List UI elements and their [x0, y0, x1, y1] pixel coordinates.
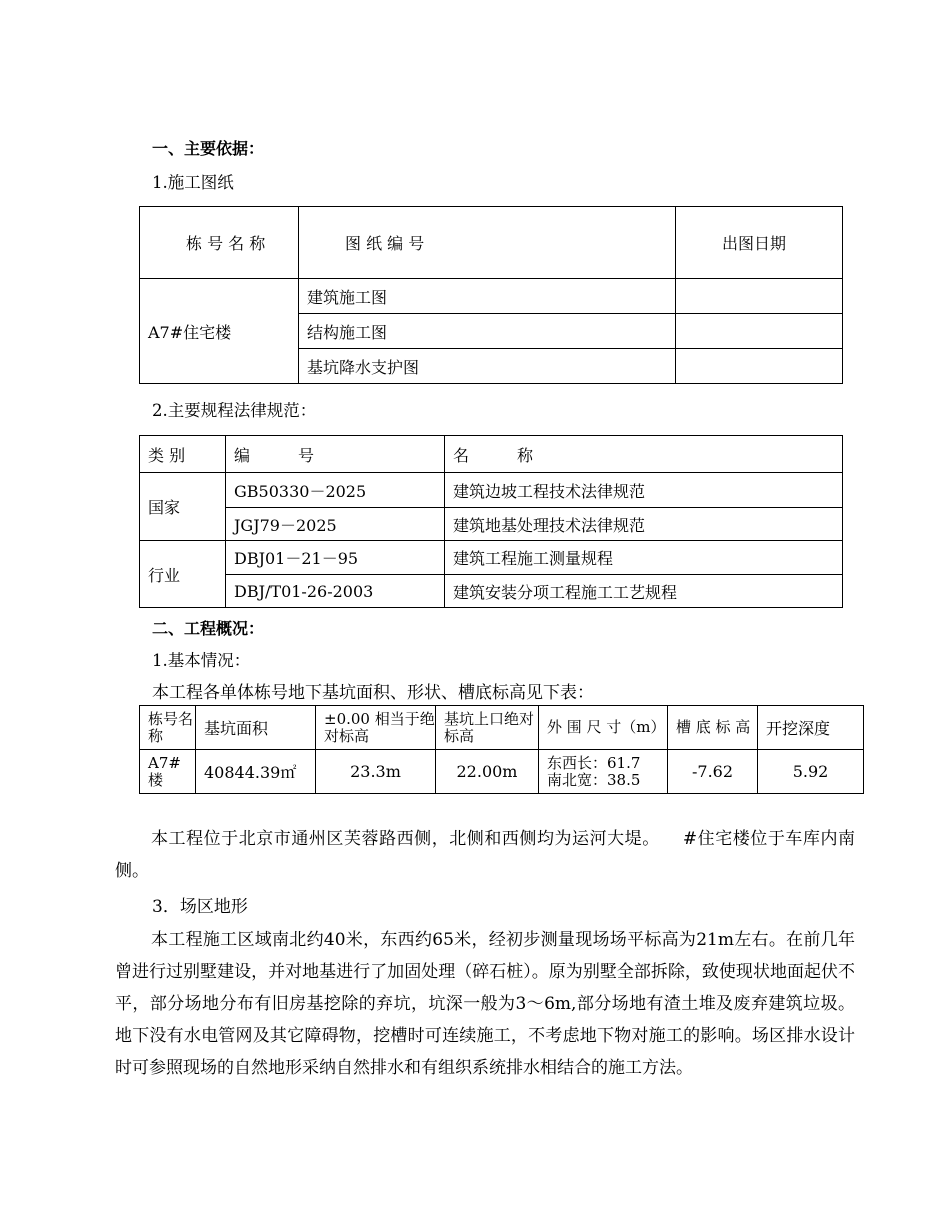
terrain-paragraph: 本工程施工区域南北约40米，东西约65米，经初步测量现场场平标高为21m左右。在前几年曾进行过别墅建设，并对地基进行了加固处理（碎石桩）。原为别墅全部拆除，致使现状地面起伏不平，部分场地分布有旧房基挖除的弃坑，坑深一般为3～6m,部分场地有渣土堆及废弃建筑垃圾。地下没有水电管网及其它障碍物，挖槽时可连续施工，不考虑地下物对施工的影响。场区排水设计时可参照现场的自然地形采纳自然排水和有组织系统排水相结合的施工方法。: [115, 930, 855, 1078]
name-cell: 建筑边坡工程技术法律规范: [445, 473, 843, 508]
code-cell: DBJ01－21－95: [226, 541, 445, 575]
drawings-subheading: 1.施工图纸: [152, 173, 234, 192]
date-cell: [676, 279, 843, 314]
intro-text: 本工程各单体栋号地下基坑面积、形状、槽底标高见下表：: [152, 683, 594, 703]
name-cell: 建筑工程施工测量规程: [445, 541, 843, 575]
header-date: 出图日期: [676, 207, 843, 279]
table-header-row: [140, 436, 843, 473]
header-top-abs: 基坑上口绝对标高: [436, 706, 539, 750]
pit-table: [139, 705, 864, 794]
east-west-length: 东西长：61.7: [547, 753, 641, 772]
north-south-width: 南北宽：38.5: [547, 770, 641, 789]
table-header-row: [140, 207, 843, 279]
header-depth: 开挖深度: [758, 706, 864, 750]
terrain-subheading: 3．场区地形: [152, 897, 248, 917]
hidden-building-label: A7: [659, 829, 683, 849]
header-dimensions: 外 围 尺 寸（m）: [539, 706, 668, 750]
table-row: [140, 473, 843, 508]
table-row: [140, 541, 843, 575]
header-building: 栋号名称: [140, 706, 196, 750]
building-cell: A7#楼: [140, 750, 196, 794]
codes-subheading: 2.主要规程法律规范：: [152, 401, 317, 420]
drawing-cell: 建筑施工图: [299, 279, 676, 314]
building-name-cell: A7#住宅楼: [140, 279, 299, 384]
name-cell: 建筑地基处理技术法律规范: [445, 508, 843, 541]
section2-heading: 二、工程概况：: [152, 619, 265, 638]
header-bottom: 槽 底 标 高: [668, 706, 758, 750]
header-building: 栋 号 名 称: [140, 207, 299, 279]
category-cell: 国家: [140, 473, 226, 541]
header-zero-abs: ±0.00 相当于绝对标高: [316, 706, 436, 750]
header-code: 编 号: [226, 436, 445, 473]
table-row: [140, 575, 843, 608]
header-name: 名 称: [445, 436, 843, 473]
drawing-cell: 基坑降水支护图: [299, 349, 676, 384]
code-cell: DBJ/T01-26-2003: [226, 575, 445, 608]
top-abs-cell: 22.00m: [436, 750, 539, 794]
table-header-row: [140, 706, 864, 750]
table-row: [140, 750, 864, 794]
basic-subheading: 1.基本情况：: [152, 651, 251, 670]
zero-abs-cell: 23.3m: [316, 750, 436, 794]
table-row: [140, 279, 843, 314]
date-cell: [676, 349, 843, 384]
dimensions-cell: [539, 750, 668, 794]
table-row: [140, 508, 843, 541]
area-cell: 40844.39㎡: [196, 750, 316, 794]
location-paragraph: [115, 823, 855, 887]
header-category: 类 别: [140, 436, 226, 473]
date-cell: [676, 314, 843, 349]
location-text-b: #住宅楼位于车库内南侧。: [115, 829, 855, 881]
section1-heading: 一、主要依据：: [152, 139, 265, 158]
codes-table: [139, 435, 843, 608]
header-area: 基坑面积: [196, 706, 316, 750]
drawing-cell: 结构施工图: [299, 314, 676, 349]
header-drawing-no: 图 纸 编 号: [299, 207, 676, 279]
drawings-table: [139, 206, 843, 384]
category-cell: 行业: [140, 541, 226, 608]
code-cell: JGJ79－2025: [226, 508, 445, 541]
depth-cell: 5.92: [758, 750, 864, 794]
name-cell: 建筑安装分项工程施工工艺规程: [445, 575, 843, 608]
bottom-cell: -7.62: [668, 750, 758, 794]
code-cell: GB50330－2025: [226, 473, 445, 508]
location-text-a: 本工程位于北京市通州区芙蓉路西侧，北侧和西侧均为运河大堤。: [151, 829, 660, 849]
